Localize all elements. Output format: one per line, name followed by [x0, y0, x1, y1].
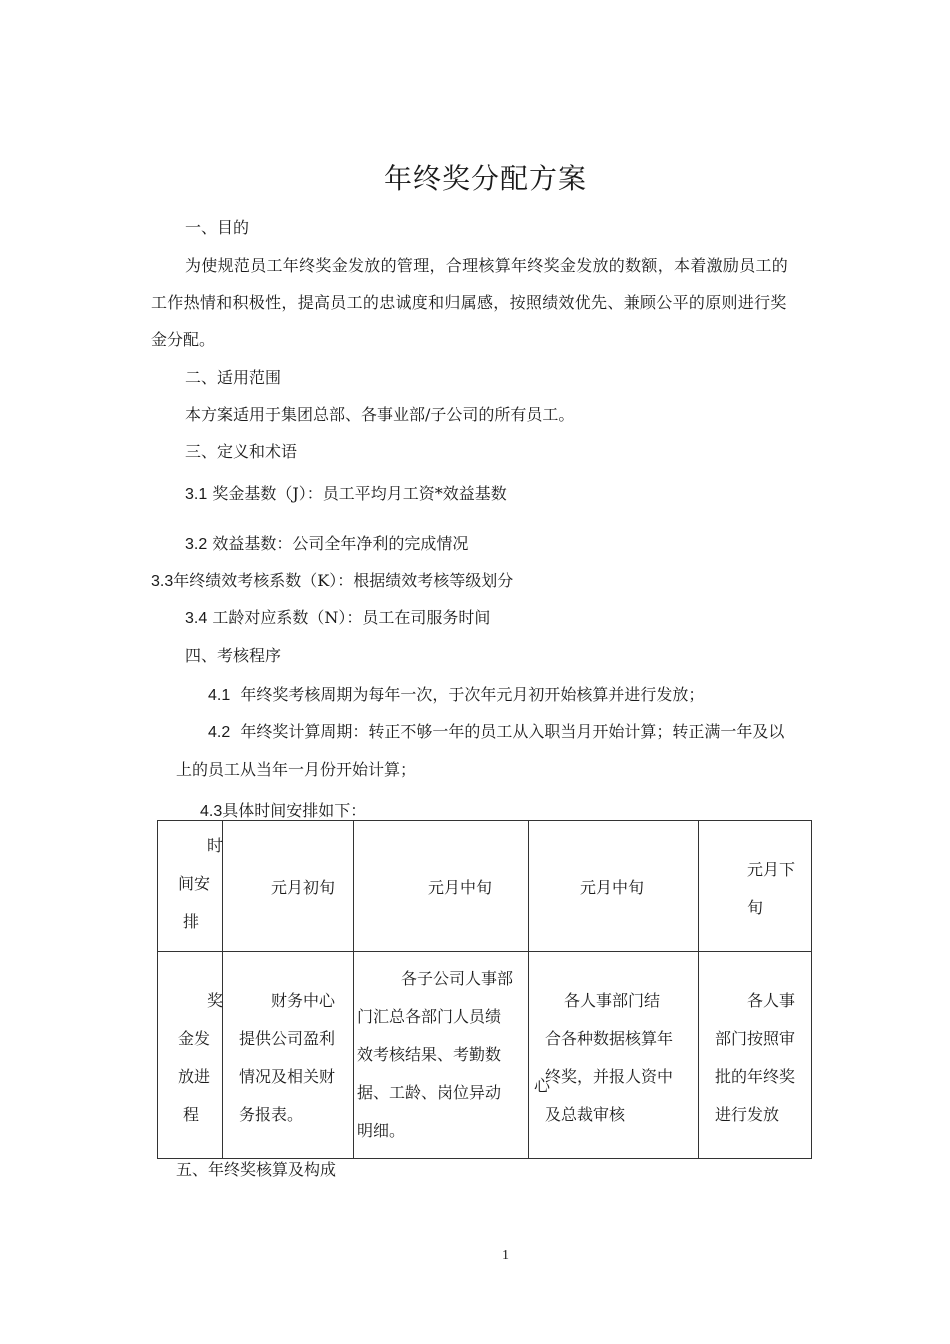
row-cell-line: 奖 — [207, 991, 224, 1010]
row-cell-line: 提供公司盈利 — [239, 1029, 336, 1048]
section-3-heading: 三、定义和术语 — [185, 442, 298, 461]
section-1-paragraph-line: 金分配。 — [151, 330, 216, 349]
definition-number: 3.4 — [185, 610, 208, 627]
row-cell-line: 金发 — [178, 1029, 211, 1048]
section-1-heading: 一、目的 — [185, 218, 250, 237]
row-cell-line: 务报表。 — [239, 1105, 304, 1124]
row-cell-line: 放进 — [178, 1067, 211, 1086]
header-cell-line: 旬 — [747, 898, 764, 917]
procedure-4-2 — [208, 722, 784, 743]
definition-3-2 — [185, 534, 468, 555]
definition-3-4 — [185, 608, 490, 629]
procedure-text: 年终奖计算周期：转正不够一年的员工从入职当月开始计算；转正满一年及以 — [240, 722, 785, 741]
header-cell-line: 元月初旬 — [271, 878, 336, 897]
header-cell-line: 元月下 — [747, 860, 796, 879]
header-cell-line: 元月中旬 — [580, 878, 645, 897]
procedure-number: 4.1 — [208, 687, 231, 704]
row-cell-line: 终奖，并报人资中 — [545, 1067, 674, 1086]
row-cell-line: 部门按照审 — [715, 1029, 796, 1048]
definition-number: 3.1 — [185, 486, 208, 503]
row-cell-hr-calc — [529, 952, 699, 1159]
page-title: 年终奖分配方案 — [384, 162, 588, 195]
schedule-table — [157, 820, 812, 1159]
row-cell-line: 心 — [534, 1076, 551, 1095]
header-cell-line: 间安 — [178, 874, 211, 893]
section-1-paragraph-line: 工作热情和积极性，提高员工的忠诚度和归属感，按照绩效优先、兼顾公平的原则进行奖 — [151, 293, 787, 312]
row-cell-line: 情况及相关财 — [239, 1067, 336, 1086]
row-cell-line: 各人事部门结 — [564, 991, 661, 1010]
row-cell-line: 及总裁审核 — [545, 1105, 626, 1124]
row-cell-line: 门汇总各部门人员绩 — [357, 1007, 502, 1026]
header-cell-mid-jan — [354, 821, 529, 952]
definition-text: 年终绩效考核系数（K）：根据绩效考核等级划分 — [173, 571, 514, 590]
definition-3-3 — [151, 571, 513, 592]
definition-text: 奖金基数（J）：员工平均月工资*效益基数 — [212, 484, 507, 503]
header-cell-early-jan — [223, 821, 354, 952]
row-cell-hr-payout — [699, 952, 812, 1159]
header-cell-line: 元月中旬 — [428, 878, 493, 897]
row-cell-line: 明细。 — [357, 1121, 406, 1140]
procedure-4-2-continued: 上的员工从当年一月份开始计算； — [176, 760, 417, 779]
procedure-4-3 — [200, 801, 366, 822]
row-cell-line: 财务中心 — [271, 991, 336, 1010]
row-cell-line: 各子公司人事部 — [401, 969, 514, 988]
table-header-row — [158, 821, 812, 952]
section-2-paragraph: 本方案适用于集团总部、各事业部/子公司的所有员工。 — [185, 405, 575, 424]
row-cell-line: 各人事 — [747, 991, 796, 1010]
row-cell-line: 合各种数据核算年 — [545, 1029, 674, 1048]
row-cell-line: 据、工龄、岗位异动 — [357, 1083, 502, 1102]
header-cell-late-jan — [699, 821, 812, 952]
header-cell-line: 时 — [207, 836, 224, 855]
header-cell-time — [158, 821, 223, 952]
page-number: 1 — [502, 1248, 509, 1263]
definition-number: 3.3 — [151, 573, 174, 590]
row-cell-line: 进行发放 — [715, 1105, 780, 1124]
table-row — [158, 952, 812, 1159]
definition-text: 效益基数：公司全年净利的完成情况 — [212, 534, 469, 553]
row-cell-line: 批的年终奖 — [715, 1067, 796, 1086]
row-cell-line: 效考核结果、考勤数 — [357, 1045, 502, 1064]
section-5-heading: 五、年终奖核算及构成 — [176, 1160, 337, 1179]
section-2-heading: 二、适用范围 — [185, 368, 282, 387]
section-4-heading: 四、考核程序 — [185, 646, 282, 665]
definition-3-1 — [185, 484, 507, 505]
section-1-paragraph-line: 为使规范员工年终奖金发放的管理，合理核算年终奖金发放的数额，本着激励员工的 — [185, 256, 789, 275]
row-cell-line: 程 — [183, 1105, 200, 1124]
procedure-text: 具体时间安排如下： — [222, 801, 367, 820]
row-cell-process — [158, 952, 223, 1159]
header-cell-line: 排 — [183, 912, 200, 931]
procedure-number: 4.2 — [208, 724, 231, 741]
row-cell-hr-summary — [354, 952, 529, 1159]
procedure-text: 年终奖考核周期为每年一次，于次年元月初开始核算并进行发放； — [240, 685, 705, 704]
procedure-number: 4.3 — [200, 803, 223, 820]
definition-text: 工龄对应系数（N）：员工在司服务时间 — [212, 608, 491, 627]
definition-number: 3.2 — [185, 536, 208, 553]
header-cell-mid-jan-2 — [529, 821, 699, 952]
procedure-4-1 — [208, 685, 704, 706]
row-cell-finance — [223, 952, 354, 1159]
